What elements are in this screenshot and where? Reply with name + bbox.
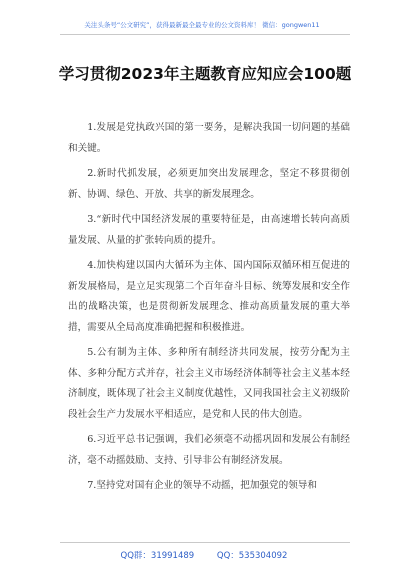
footer-qq-group: QQ群：31991489: [120, 551, 195, 561]
footer-qq: QQ：535304092: [216, 551, 288, 561]
footer: [0, 549, 408, 561]
paragraph-3: 3.“新时代中国经济发展的重要特征是，由高速增长转向高质量发展、从量的扩张转向质的提升。: [68, 214, 350, 246]
paragraph-4: 4.加快构建以国内大循环为主体、国内国际双循环相互促进的新发展格局，是立足实现第二个百年奋斗目标、统筹发展和安全作出的战略决策，也是贯彻新发展理念、推动高质量发展的重大举措，需要从全局高度准确把握和积极推进。: [68, 260, 350, 333]
paragraph-2: 2.新时代抓发展，必须更加突出发展理念，坚定不移贯彻创新、协调、绿色、开放、共享的新发展理念。: [68, 168, 350, 200]
paragraph-6: 6.习近平总书记强调，我们必须毫不动摇巩固和发展公有制经济，毫不动摇鼓励、支持、引导非公有制经济发展。: [68, 434, 350, 466]
paragraph-5: 5.公有制为主体、多种所有制经济共同发展，按劳分配为主体、多种分配方式并存，社会主义市场经济体制等社会主义基本经济制度，既体现了社会主义制度优越性，又同我国社会主义初级阶段社会生产力发展水平相适应，是党和人民的伟大创造。: [68, 347, 350, 420]
paragraph-1: 1.发展是党执政兴国的第一要务，是解决我国一切问题的基础和关键。: [68, 122, 350, 154]
document-body: [68, 118, 350, 502]
header-divider: [60, 34, 350, 35]
header-promo-note: 关注头条号“公文研究”，获得最新最全最专业的公文资料库！ 微信：gongwen11: [84, 21, 320, 29]
footer-divider: [60, 542, 350, 543]
document-title: 学习贯彻2023年主题教育应知应会100题: [58, 65, 352, 83]
paragraph-7: 7.坚持党对国有企业的领导不动摇，把加强党的领导和: [87, 480, 317, 491]
